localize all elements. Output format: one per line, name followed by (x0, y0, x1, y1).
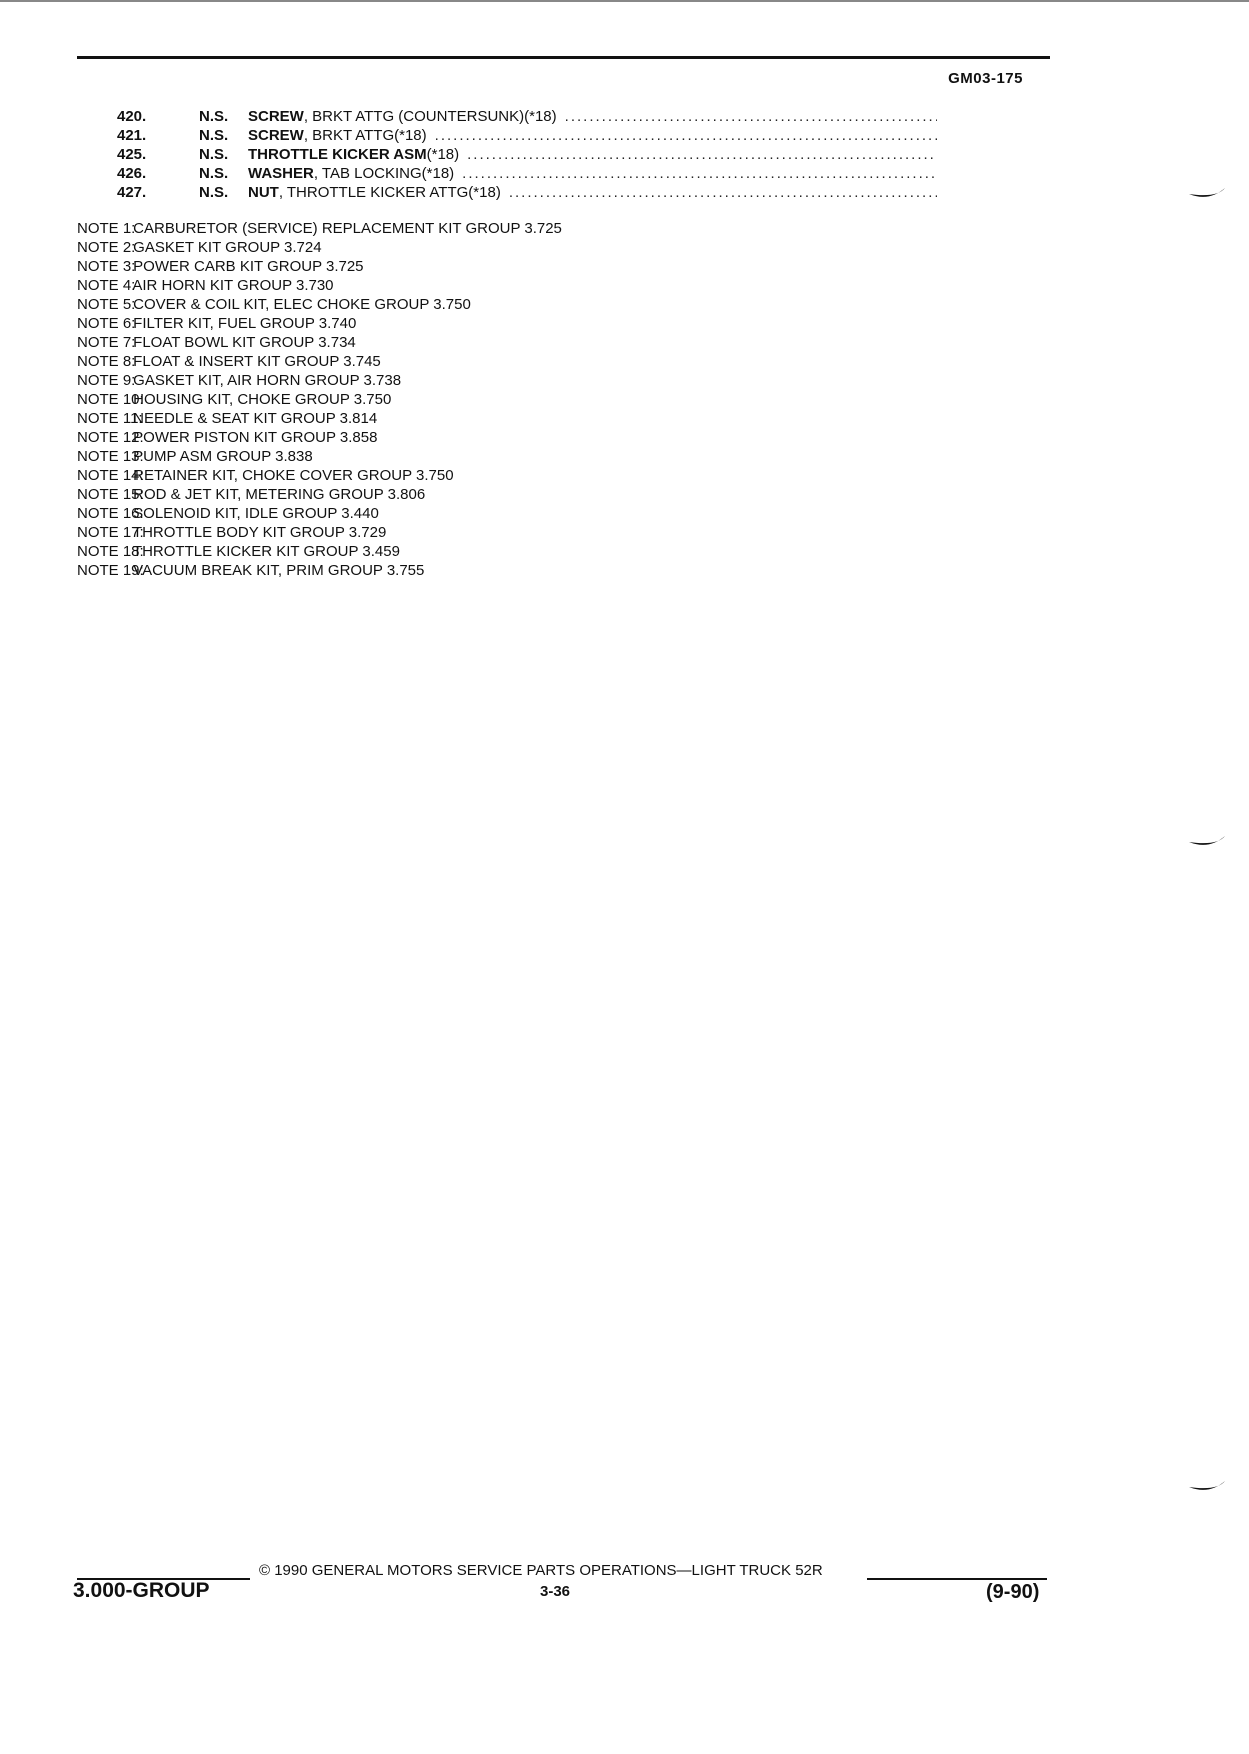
note-line (77, 409, 562, 428)
note-line (77, 504, 562, 523)
header-rule (77, 56, 1050, 59)
note-line (77, 523, 562, 542)
note-label: NOTE 8: (77, 353, 136, 370)
note-label: NOTE 5: (77, 296, 136, 313)
note-text: RETAINER KIT, CHOKE COVER GROUP 3.750 (133, 467, 454, 484)
note-line (77, 561, 562, 580)
parts-list (77, 107, 937, 202)
note-label: NOTE 13: (77, 448, 144, 465)
part-detail: , BRKT ATTG (COUNTERSUNK)(*18) (303, 108, 557, 125)
note-text: FILTER KIT, FUEL GROUP 3.740 (133, 315, 357, 332)
item-description (248, 145, 937, 164)
parts-list-row (77, 126, 937, 145)
not-serviced-flag: N.S. (199, 146, 229, 163)
note-line (77, 542, 562, 561)
part-detail: (*18) (426, 146, 460, 163)
note-label: NOTE 4: (77, 277, 136, 294)
scan-top-edge (0, 0, 1249, 2)
not-serviced-flag: N.S. (199, 127, 229, 144)
note-line (77, 466, 562, 485)
dot-leader (565, 107, 937, 126)
part-name: SCREW (248, 127, 304, 144)
note-label: NOTE 2: (77, 239, 136, 256)
note-line (77, 371, 562, 390)
note-label: NOTE 3: (77, 258, 136, 275)
part-name: SCREW (248, 108, 304, 125)
note-line (77, 428, 562, 447)
note-text: PUMP ASM GROUP 3.838 (133, 448, 313, 465)
note-line (77, 390, 562, 409)
item-number: 425. (117, 146, 147, 163)
group-label: 3.000-GROUP (73, 1579, 210, 1602)
copyright-line: © 1990 GENERAL MOTORS SERVICE PARTS OPERATIONS—LIGHT TRUCK 52R (259, 1562, 823, 1579)
page-number: 3-36 (540, 1583, 571, 1600)
note-text: AIR HORN KIT GROUP 3.730 (132, 277, 334, 294)
note-line (77, 295, 562, 314)
note-text: POWER CARB KIT GROUP 3.725 (133, 258, 364, 275)
footer-rule-right (867, 1578, 1047, 1580)
note-label: NOTE 6: (77, 315, 136, 332)
punch-hole-mark-icon (1187, 1479, 1227, 1493)
parts-list-row (77, 183, 937, 202)
document-id: GM03-175 (948, 70, 1023, 87)
note-label: NOTE 10: (77, 391, 144, 408)
note-text: SOLENOID KIT, IDLE GROUP 3.440 (133, 505, 379, 522)
note-label: NOTE 18: (77, 543, 144, 560)
note-line (77, 352, 562, 371)
parts-list-row (77, 107, 937, 126)
item-description (248, 107, 937, 126)
note-line (77, 314, 562, 333)
note-line (77, 276, 562, 295)
note-label: NOTE 15: (77, 486, 144, 503)
revision-date: (9-90) (986, 1581, 1040, 1603)
item-number: 426. (117, 165, 147, 182)
note-line (77, 219, 562, 238)
note-text: CARBURETOR (SERVICE) REPLACEMENT KIT GROUP 3.725 (133, 220, 562, 237)
note-text: FLOAT BOWL KIT GROUP 3.734 (133, 334, 356, 351)
note-text: FLOAT & INSERT KIT GROUP 3.745 (133, 353, 381, 370)
dot-leader (509, 183, 937, 202)
note-label: NOTE 14: (77, 467, 144, 484)
note-text: NEEDLE & SEAT KIT GROUP 3.814 (133, 410, 378, 427)
parts-list-row (77, 145, 937, 164)
note-text: THROTTLE KICKER KIT GROUP 3.459 (132, 543, 400, 560)
note-text: ROD & JET KIT, METERING GROUP 3.806 (133, 486, 426, 503)
note-text: GASKET KIT GROUP 3.724 (133, 239, 322, 256)
punch-hole-mark-icon (1187, 834, 1227, 848)
part-name: NUT (248, 184, 279, 201)
note-line (77, 485, 562, 504)
part-detail: , THROTTLE KICKER ATTG(*18) (278, 184, 501, 201)
item-number: 421. (117, 127, 147, 144)
item-number: 420. (117, 108, 147, 125)
punch-hole-mark-icon (1187, 186, 1227, 200)
note-label: NOTE 11: (77, 410, 143, 427)
part-detail: , TAB LOCKING(*18) (313, 165, 455, 182)
note-text: THROTTLE BODY KIT GROUP 3.729 (132, 524, 387, 541)
not-serviced-flag: N.S. (199, 184, 229, 201)
note-label: NOTE 1: (77, 220, 136, 237)
note-line (77, 333, 562, 352)
note-line (77, 238, 562, 257)
note-text: VACUUM BREAK KIT, PRIM GROUP 3.755 (133, 562, 425, 579)
item-description (248, 164, 937, 183)
note-line (77, 447, 562, 466)
dot-leader (467, 145, 937, 164)
item-description (248, 126, 937, 145)
note-label: NOTE 16: (77, 505, 144, 522)
part-detail: , BRKT ATTG(*18) (303, 127, 427, 144)
note-text: GASKET KIT, AIR HORN GROUP 3.738 (133, 372, 402, 389)
not-serviced-flag: N.S. (199, 108, 229, 125)
note-text: POWER PISTON KIT GROUP 3.858 (133, 429, 378, 446)
note-label: NOTE 17: (77, 524, 144, 541)
item-number: 427. (117, 184, 147, 201)
note-label: NOTE 7: (77, 334, 136, 351)
part-name: THROTTLE KICKER ASM (248, 146, 427, 163)
not-serviced-flag: N.S. (199, 165, 229, 182)
notes-list (77, 219, 562, 580)
note-label: NOTE 9: (77, 372, 136, 389)
dot-leader (435, 126, 937, 145)
parts-list-row (77, 164, 937, 183)
part-name: WASHER (248, 165, 314, 182)
dot-leader (462, 164, 937, 183)
note-label: NOTE 12: (77, 429, 144, 446)
note-text: HOUSING KIT, CHOKE GROUP 3.750 (133, 391, 392, 408)
item-description (248, 183, 937, 202)
note-text: COVER & COIL KIT, ELEC CHOKE GROUP 3.750 (133, 296, 471, 313)
note-label: NOTE 19: (77, 562, 144, 579)
note-line (77, 257, 562, 276)
